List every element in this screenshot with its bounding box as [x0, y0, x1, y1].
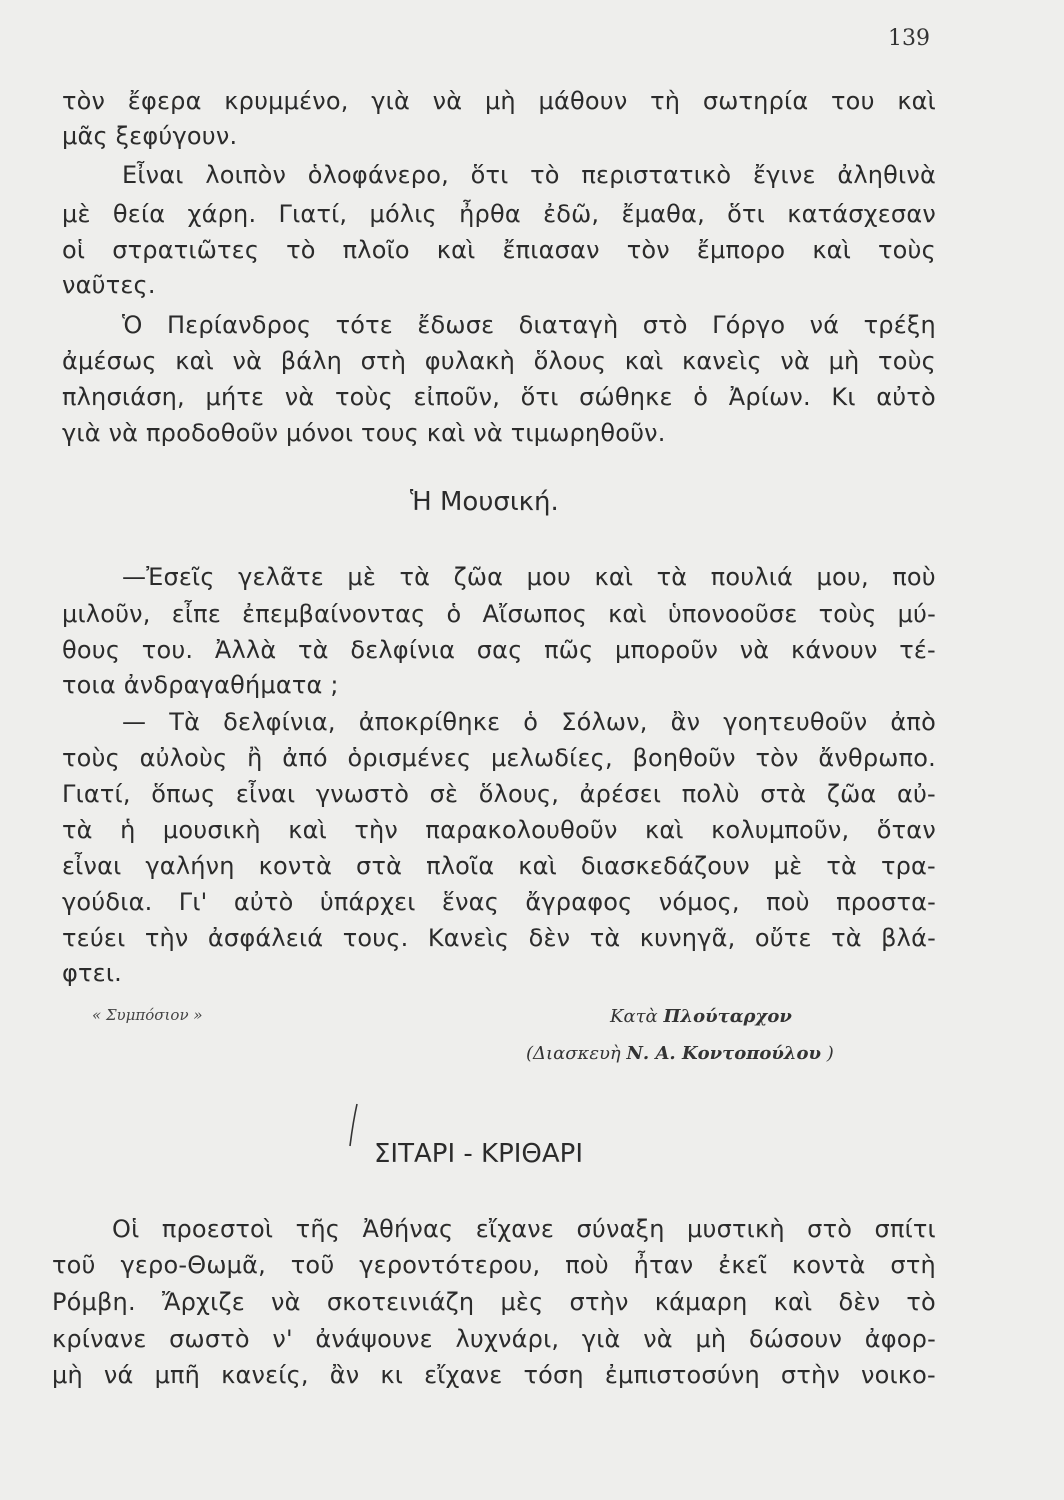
word: νὰ — [284, 383, 315, 411]
word: κολυμποῦν, — [711, 816, 850, 844]
word: νά — [809, 311, 840, 339]
word: ἔμαθα, — [621, 200, 705, 228]
word: στὸ — [642, 311, 688, 339]
text-line: τοια ἀνδραγαθήματα ; — [62, 671, 339, 699]
text-line — [62, 197, 936, 231]
word: παρακολουθοῦν — [425, 816, 618, 844]
word: μὴ — [52, 1361, 83, 1389]
text-line — [62, 741, 936, 775]
word: Ἀθήνας — [362, 1215, 454, 1243]
word: κανεὶς — [682, 347, 762, 375]
text-line — [62, 84, 936, 118]
word: νὰ — [643, 1325, 673, 1353]
word: μπῆ — [154, 1361, 201, 1389]
word: τὸν — [755, 744, 799, 772]
word: Εἶναι — [122, 161, 184, 189]
word: τὰ — [399, 563, 431, 591]
text-line: γιὰ νὰ προδοθοῦν μόνοι τους καὶ νὰ τιμωρηθοῦν. — [62, 419, 666, 447]
pen-mark — [346, 1102, 360, 1148]
word: γούδια. — [62, 888, 153, 916]
word: μὲ — [347, 563, 377, 591]
word: γνωστὸ — [315, 780, 410, 808]
word: μυστικὴ — [687, 1215, 785, 1243]
word: τὰ — [589, 924, 621, 952]
word: λοιπὸν — [205, 161, 287, 189]
word: σύναξη — [576, 1215, 665, 1243]
word: μὲ — [773, 852, 803, 880]
word: Αἴσωπος — [482, 600, 587, 628]
text-line — [122, 560, 936, 594]
text-line — [122, 705, 936, 739]
word: τοὺς — [818, 600, 877, 628]
word: καὶ — [518, 852, 557, 880]
word: ἕνας — [441, 888, 499, 916]
word: ὅπως — [151, 780, 216, 808]
text-line: μᾶς ξεφύγουν. — [62, 122, 238, 150]
word: στὴ — [360, 347, 407, 375]
word: τρα- — [880, 852, 936, 880]
text-line — [62, 233, 936, 267]
word: μὲς — [500, 1288, 544, 1316]
word: Κι — [831, 383, 856, 411]
word: τὴν — [144, 924, 189, 952]
word: στὸ — [807, 1215, 853, 1243]
word: ὅτι — [727, 200, 765, 228]
word: ἐκεῖ — [718, 1251, 768, 1279]
word: γιὰ — [581, 1325, 621, 1353]
word: ἄνθρωπο. — [818, 744, 936, 772]
word: Ὁ — [122, 311, 143, 339]
word: ζῶα — [453, 563, 504, 591]
text-line — [62, 380, 936, 414]
word: νὰ — [739, 636, 770, 664]
word: ὅτι — [520, 383, 559, 411]
word: εἶναι — [62, 852, 122, 880]
word: Γιατί, — [278, 200, 348, 228]
word: τέ- — [899, 636, 936, 664]
word: καὶ — [175, 347, 214, 375]
word: βλά- — [881, 924, 936, 952]
word: σώθηκε — [579, 383, 673, 411]
word: μήτε — [205, 383, 265, 411]
word: κρίνανε — [52, 1325, 147, 1353]
word: ὁ — [446, 600, 462, 628]
word: προεστοὶ — [161, 1215, 274, 1243]
word: ἄγραφος — [525, 888, 633, 916]
word: τὸ — [906, 1288, 936, 1316]
word: σας — [476, 636, 523, 664]
word: Σόλων, — [561, 708, 648, 736]
adaptation-close: ) — [826, 1043, 834, 1064]
word: του. — [141, 636, 194, 664]
word: τὸν — [626, 236, 670, 264]
text-line — [112, 1212, 936, 1246]
word: του — [831, 87, 875, 115]
word: καὶ — [812, 236, 852, 264]
word: οὔτε — [754, 924, 812, 952]
text-line — [52, 1248, 936, 1282]
word: γιὰ — [371, 87, 410, 115]
word: τοῦ — [290, 1251, 335, 1279]
word: ἔπιασαν — [502, 236, 600, 264]
text-line: φτει. — [62, 959, 123, 987]
word: — — [122, 708, 147, 736]
word: ζῶα — [826, 780, 877, 808]
word: ὅλους — [533, 347, 607, 375]
word: πλοῖα — [426, 852, 495, 880]
word: τοῦ — [52, 1251, 96, 1279]
word: νὰ — [271, 1288, 301, 1316]
word: στὰ — [760, 780, 807, 808]
word: εἶπε — [171, 600, 222, 628]
word: τῆς — [295, 1215, 341, 1243]
word: Γι' — [178, 888, 208, 916]
word: καὶ — [288, 816, 327, 844]
word: κάνουν — [791, 636, 878, 664]
word: μουσικὴ — [162, 816, 261, 844]
word: περιστατικὸ — [581, 161, 732, 189]
word: ποὺ — [892, 563, 936, 591]
word: κρυμμένο, — [224, 87, 349, 115]
word: πλοῖο — [342, 236, 410, 264]
word: εἶναι — [235, 780, 296, 808]
word: καὶ — [624, 347, 664, 375]
word: τὰ — [656, 563, 688, 591]
word: σωστὸ — [169, 1325, 250, 1353]
word: αὐτὸ — [876, 383, 936, 411]
word: ὅταν — [876, 816, 936, 844]
text-line — [62, 885, 936, 919]
text-line — [62, 633, 936, 667]
word: Ἀλλὰ — [214, 636, 277, 664]
word: αὐ- — [896, 780, 936, 808]
word: θεία — [112, 200, 166, 228]
word: στὴ — [890, 1251, 936, 1279]
word: ἢ — [247, 744, 263, 772]
word: τεύει — [62, 924, 126, 952]
word: τὸ — [286, 236, 316, 264]
word: Γιατί, — [62, 780, 131, 808]
word: τὴ — [650, 87, 681, 115]
word: ἐδῶ, — [543, 200, 600, 228]
text-line: ναῦτες. — [62, 271, 156, 299]
word: πουλιά — [710, 563, 794, 591]
word: εἴχανε — [475, 1215, 555, 1243]
word: σκοτεινιάζη — [326, 1288, 475, 1316]
word: ἀπό — [282, 744, 328, 772]
text-line — [62, 777, 936, 811]
word: οἱ — [62, 236, 86, 264]
word: γεροντότερου, — [359, 1251, 541, 1279]
word: νόμος, — [658, 888, 740, 916]
word: τὰ — [826, 852, 858, 880]
word: μόλις — [369, 200, 437, 228]
source-citation: « Συμπόσιον » — [92, 1006, 203, 1024]
word: ἡ — [120, 816, 136, 844]
word: ὁ — [693, 383, 709, 411]
word: αὐλοὺς — [139, 744, 228, 772]
word: ἔφερα — [127, 87, 202, 115]
word: νὰ — [232, 347, 263, 375]
word: Περίανδρος — [166, 311, 312, 339]
word: ἀποκρίθηκε — [358, 708, 501, 736]
word: τὰ — [298, 636, 329, 664]
word: τὴν — [354, 816, 399, 844]
text-line — [62, 921, 936, 955]
text-line — [52, 1322, 936, 1356]
word: σωτηρία — [702, 87, 809, 115]
word: διαταγὴ — [518, 311, 619, 339]
word: στὴν — [569, 1288, 629, 1316]
word: μὴ — [828, 347, 860, 375]
word: καὶ — [773, 1288, 813, 1316]
word: τότε — [335, 311, 393, 339]
word: γαλήνη — [145, 852, 235, 880]
word: μιλοῦν, — [62, 600, 151, 628]
word: ἀπὸ — [890, 708, 936, 736]
word: μου, — [816, 563, 869, 591]
word: γελᾶτε — [238, 563, 324, 591]
word: καὶ — [608, 600, 647, 628]
attribution-prefix: Κατὰ — [610, 1006, 658, 1027]
text-line — [62, 344, 936, 378]
word: ὅτι — [470, 161, 509, 189]
word: μὴ — [484, 87, 516, 115]
word: βάλη — [280, 347, 343, 375]
adaptation-label: Διασκευὴ — [533, 1043, 621, 1064]
word: ἂν — [329, 1361, 360, 1389]
word: καὶ — [594, 563, 634, 591]
attribution — [610, 1006, 792, 1027]
word: τόση — [523, 1361, 584, 1389]
word: ὁλοφάνερο, — [307, 161, 449, 189]
word: στὰ — [356, 852, 403, 880]
word: στὴν — [780, 1361, 840, 1389]
word: κάμαρη — [654, 1288, 748, 1316]
word: τοὺς — [878, 236, 936, 264]
word: τοὺς — [62, 744, 120, 772]
word: βοηθοῦν — [632, 744, 736, 772]
word: ποὺ — [565, 1251, 609, 1279]
word: τὸ — [530, 161, 560, 189]
word: τοὺς — [335, 383, 393, 411]
word: πῶς — [544, 636, 594, 664]
word: πλησιάση, — [62, 383, 185, 411]
text-line — [62, 597, 936, 631]
word: νὰ — [780, 347, 810, 375]
word: Ρόμβη. — [52, 1288, 136, 1316]
word: καὶ — [897, 87, 936, 115]
word: πολὺ — [681, 780, 740, 808]
word: δελφίνια, — [223, 708, 336, 736]
word: —Ἐσεῖς — [122, 563, 215, 591]
word: νοικο- — [861, 1361, 936, 1389]
word: Γόργο — [712, 311, 786, 339]
word: τρέξη — [863, 311, 936, 339]
text-line — [62, 849, 936, 883]
word: θους — [62, 636, 121, 664]
word: ἦρθα — [459, 200, 521, 228]
word: ἀνάψουνε — [315, 1325, 433, 1353]
word: Οἱ — [112, 1215, 140, 1243]
section-title: ΣΙΤΑΡΙ - ΚΡΙΘΑΡΙ — [374, 1139, 584, 1169]
word: προστα- — [836, 888, 936, 916]
word: σὲ — [429, 780, 459, 808]
word: φυλακὴ — [424, 347, 516, 375]
word: Ἄρχιζε — [161, 1288, 245, 1316]
word: δὲν — [528, 924, 571, 952]
word: δώσουν — [748, 1325, 843, 1353]
text-line — [52, 1358, 936, 1392]
word: κοντὰ — [792, 1251, 866, 1279]
text-line — [62, 813, 936, 847]
word: χάρη. — [187, 200, 257, 228]
adaptation-open: ( — [526, 1043, 534, 1064]
word: τὰ — [831, 924, 862, 952]
word: ἔγινε — [752, 161, 816, 189]
word: σπίτι — [874, 1215, 936, 1243]
word: Ἀρίων. — [728, 383, 811, 411]
word: μποροῦν — [615, 636, 719, 664]
word: τους. — [342, 924, 409, 952]
word: μὲ — [62, 200, 91, 228]
word: ὑπάρχει — [319, 888, 416, 916]
word: γερο-Θωμᾶ, — [120, 1251, 266, 1279]
word: τοὺς — [878, 347, 936, 375]
word: κατάσχεσαν — [787, 200, 936, 228]
word: ἐμπιστοσύνη — [604, 1361, 760, 1389]
word: τὰ — [62, 816, 93, 844]
word: ἔδωσε — [417, 311, 495, 339]
word: Τὰ — [169, 708, 201, 736]
word: ποὺ — [766, 888, 810, 916]
word: ὅλους, — [478, 780, 560, 808]
word: κανείς, — [221, 1361, 309, 1389]
word: ἀσφάλειά — [207, 924, 324, 952]
text-line — [52, 1285, 936, 1319]
word: Κανεὶς — [427, 924, 510, 952]
word: μάθουν — [538, 87, 628, 115]
word: ὑπονοοῦσε — [667, 600, 798, 628]
word: ἔμπορο — [696, 236, 786, 264]
word: εἰποῦν, — [413, 383, 501, 411]
word: τὸν — [62, 87, 106, 115]
word: ὁρισμένες — [347, 744, 472, 772]
word: μὴ — [695, 1325, 727, 1353]
word: ἀρέσει — [579, 780, 662, 808]
page-number: 139 — [888, 26, 930, 51]
word: καὶ — [645, 816, 684, 844]
word: λυχνάρι, — [455, 1325, 560, 1353]
attribution-name: Πλούταρχον — [663, 1006, 792, 1027]
word: ἦταν — [633, 1251, 694, 1279]
word: δὲν — [838, 1288, 881, 1316]
word: μου — [526, 563, 572, 591]
word: ἀληθινὰ — [837, 161, 936, 189]
word: ἀμέσως — [62, 347, 157, 375]
word: νά — [103, 1361, 134, 1389]
word: μελωδίες, — [490, 744, 613, 772]
word: ἐπεμβαίνοντας — [242, 600, 426, 628]
word: ν' — [272, 1325, 293, 1353]
word: μύ- — [897, 600, 936, 628]
word: αὐτὸ — [233, 888, 294, 916]
section-title: Ἡ Μουσική. — [410, 487, 559, 517]
word: κυνηγᾶ, — [639, 924, 736, 952]
text-line — [122, 308, 936, 342]
word: στρατιῶτες — [112, 236, 260, 264]
text-line — [122, 158, 936, 192]
word: κι — [380, 1361, 404, 1389]
adaptation-credit — [526, 1043, 834, 1064]
word: εἴχανε — [424, 1361, 503, 1389]
word: διασκεδάζουν — [580, 852, 750, 880]
word: ἀφορ- — [864, 1325, 936, 1353]
word: ἂν — [670, 708, 701, 736]
word: ὁ — [523, 708, 539, 736]
word: γοητευθοῦν — [723, 708, 868, 736]
word: νὰ — [432, 87, 463, 115]
word: καὶ — [436, 236, 476, 264]
word: κοντὰ — [258, 852, 333, 880]
adaptation-name: Ν. Α. Κοντοπούλου — [626, 1043, 821, 1064]
word: δελφίνια — [350, 636, 456, 664]
